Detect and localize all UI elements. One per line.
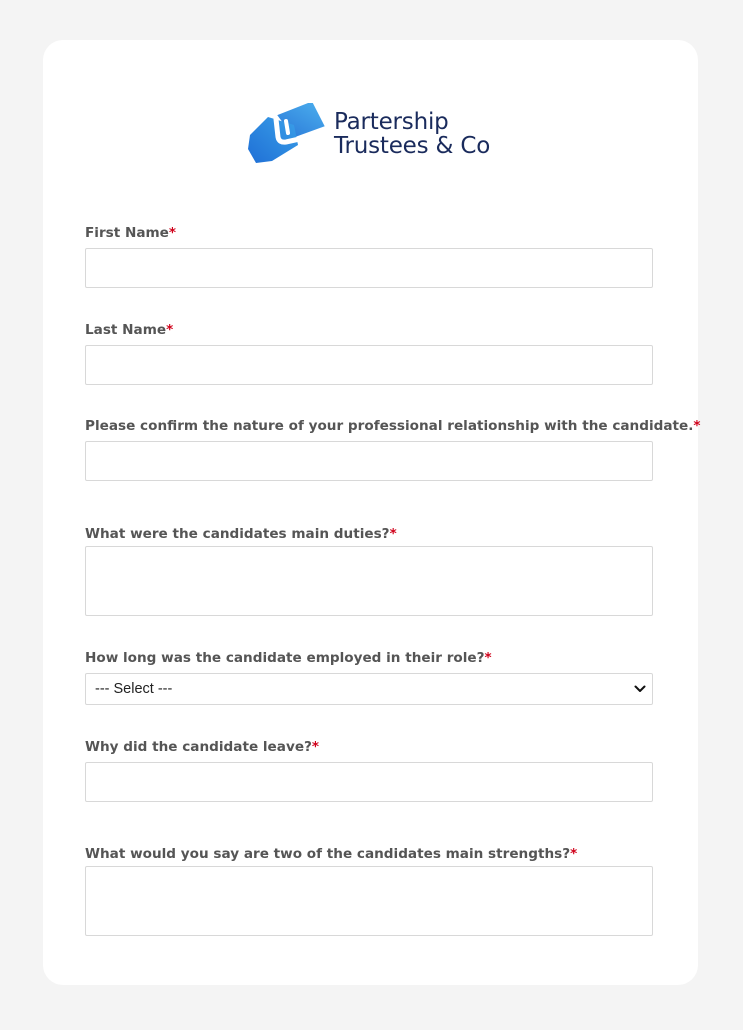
brand-name-line1: Partership: [334, 109, 449, 135]
first-name-label: First Name*: [85, 225, 177, 241]
strengths-label: What would you say are two of the candidates main strengths?*: [85, 846, 578, 862]
required-marker: *: [311, 739, 320, 755]
employment-length-select[interactable]: [85, 673, 653, 705]
relationship-input[interactable]: [85, 441, 653, 481]
required-marker: *: [168, 225, 177, 241]
relationship-label: Please confirm the nature of your professional relationship with the candidate.*: [85, 418, 701, 434]
required-marker: *: [693, 418, 701, 434]
form-card: [43, 40, 701, 985]
duties-label: What were the candidates main duties?*: [85, 526, 397, 542]
reason-left-input[interactable]: [85, 762, 653, 802]
employment-length-selected-value: --- Select ---: [95, 681, 173, 697]
required-marker: *: [166, 322, 174, 338]
duties-textarea[interactable]: [85, 546, 653, 616]
required-marker: *: [389, 526, 397, 542]
last-name-input[interactable]: [85, 345, 653, 385]
strengths-textarea[interactable]: [85, 866, 653, 936]
chevron-down-icon: [634, 685, 646, 693]
first-name-input[interactable]: [85, 248, 653, 288]
brand-name: [334, 110, 490, 158]
handshake-icon: [248, 103, 328, 165]
brand-logo: [248, 103, 490, 165]
required-marker: *: [484, 650, 492, 666]
employment-length-label: How long was the candidate employed in their role?*: [85, 650, 492, 666]
last-name-label: Last Name*: [85, 322, 174, 338]
reason-left-label: Why did the candidate leave?*: [85, 739, 320, 755]
required-marker: *: [570, 846, 578, 862]
brand-name-line2: Trustees & Co: [334, 133, 491, 159]
